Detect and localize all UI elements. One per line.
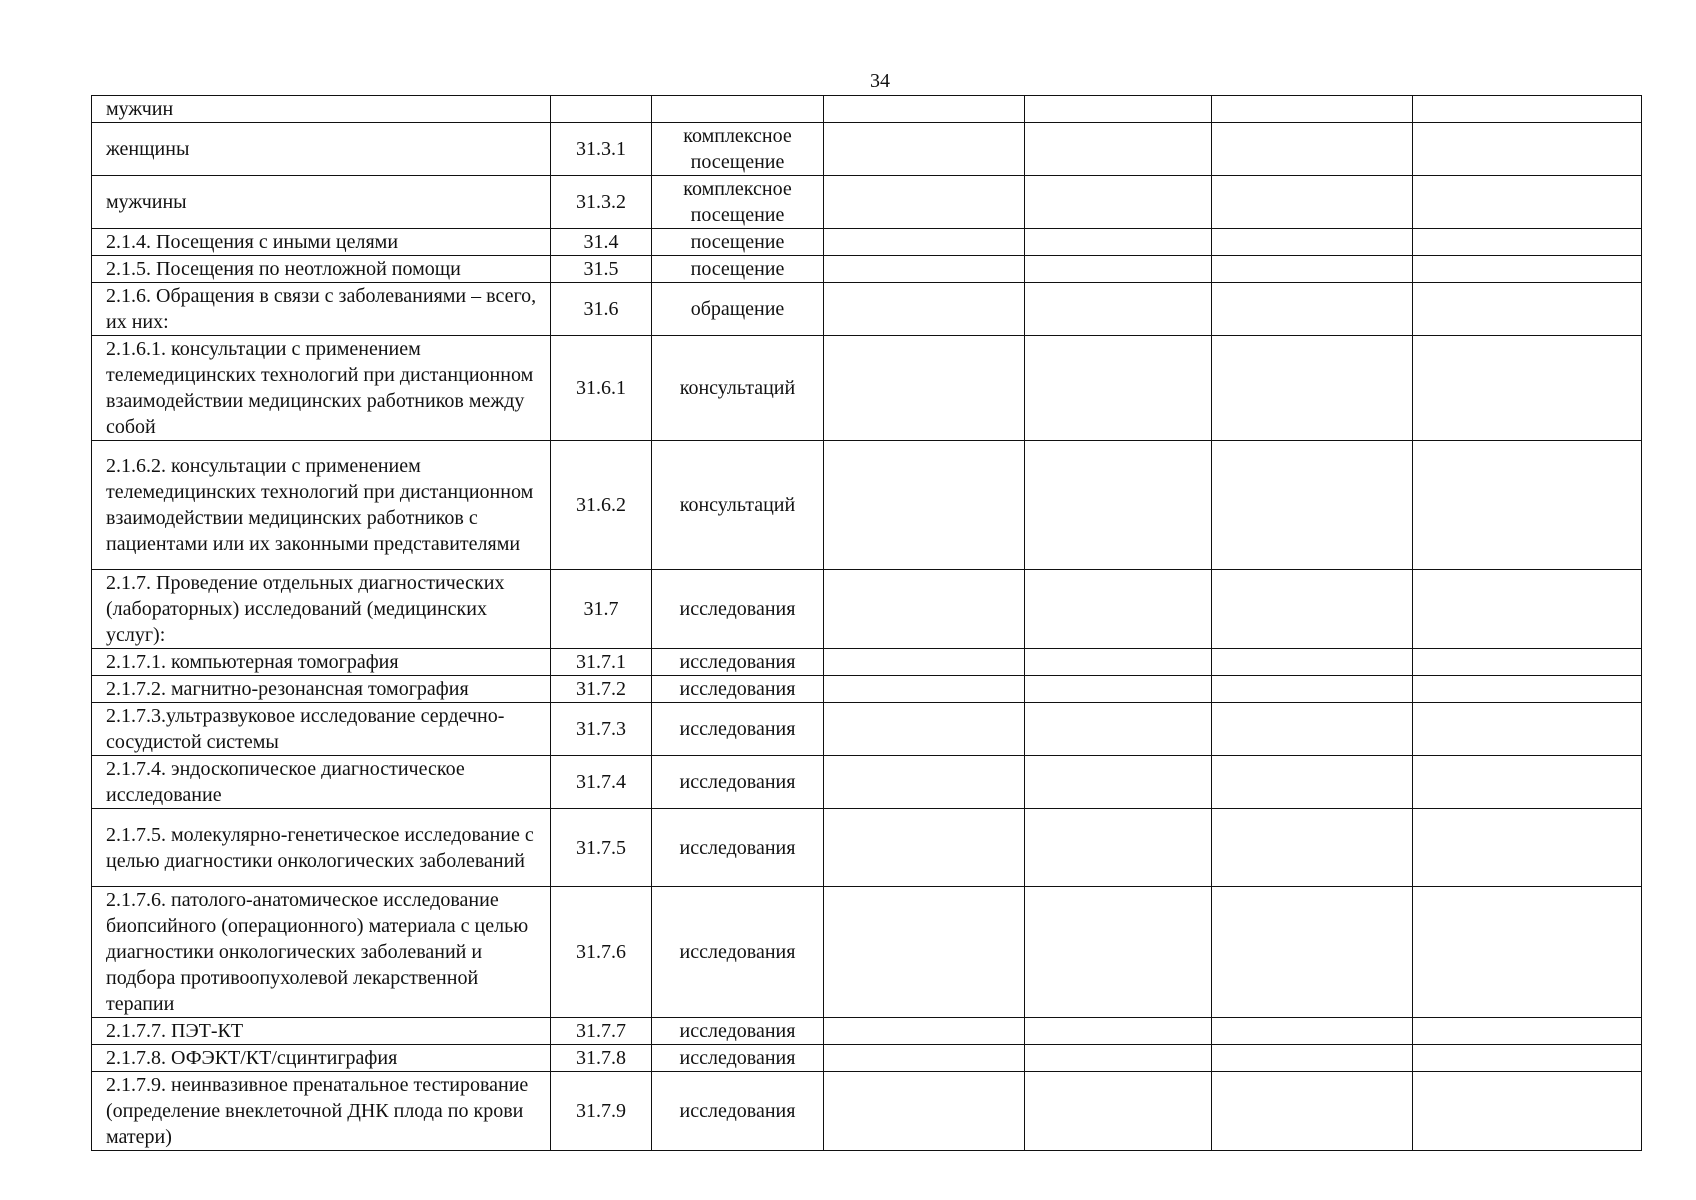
table-row bbox=[92, 1018, 1642, 1045]
row-code-cell: 31.7.3 bbox=[551, 703, 652, 756]
value-cell-2 bbox=[1025, 809, 1212, 887]
value-cell-4 bbox=[1413, 1018, 1642, 1045]
row-code-cell: 31.7.2 bbox=[551, 676, 652, 703]
value-cell-3 bbox=[1212, 1045, 1413, 1072]
value-cell-2 bbox=[1025, 649, 1212, 676]
value-cell-4 bbox=[1413, 1045, 1642, 1072]
value-cell-3 bbox=[1212, 1072, 1413, 1151]
value-cell-1 bbox=[824, 229, 1025, 256]
unit-cell: исследования bbox=[652, 756, 824, 809]
value-cell-1 bbox=[824, 887, 1025, 1018]
value-cell-4 bbox=[1413, 256, 1642, 283]
row-code-cell: 31.7.9 bbox=[551, 1072, 652, 1151]
value-cell-2 bbox=[1025, 283, 1212, 336]
table-row bbox=[92, 283, 1642, 336]
table-row bbox=[92, 256, 1642, 283]
value-cell-4 bbox=[1413, 676, 1642, 703]
row-code-cell: 31.6.2 bbox=[551, 441, 652, 570]
value-cell-1 bbox=[824, 123, 1025, 176]
value-cell-2 bbox=[1025, 756, 1212, 809]
value-cell-3 bbox=[1212, 676, 1413, 703]
value-cell-1 bbox=[824, 1018, 1025, 1045]
indicator-name-cell: 2.1.6. Обращения в связи с заболеваниями – всего, их них: bbox=[92, 283, 551, 336]
indicator-name-cell: 2.1.7.8. ОФЭКТ/КТ/сцинтиграфия bbox=[92, 1045, 551, 1072]
indicator-name-cell: 2.1.5. Посещения по неотложной помощи bbox=[92, 256, 551, 283]
value-cell-1 bbox=[824, 283, 1025, 336]
value-cell-2 bbox=[1025, 570, 1212, 649]
indicator-name-cell: мужчины bbox=[92, 176, 551, 229]
value-cell-1 bbox=[824, 1045, 1025, 1072]
value-cell-4 bbox=[1413, 756, 1642, 809]
unit-cell: консультаций bbox=[652, 441, 824, 570]
indicators-table bbox=[91, 95, 1642, 1151]
unit-cell: комплексное посещение bbox=[652, 176, 824, 229]
indicator-name-cell: 2.1.6.1. консультации с применением телемедицинских технологий при дистанционном взаимодействии медицинских работников между собой bbox=[92, 336, 551, 441]
value-cell-1 bbox=[824, 809, 1025, 887]
value-cell-4 bbox=[1413, 703, 1642, 756]
value-cell-1 bbox=[824, 256, 1025, 283]
row-code-cell: 31.4 bbox=[551, 229, 652, 256]
indicator-name-cell: 2.1.7.5. молекулярно-генетическое исследование с целью диагностики онкологических заболеваний bbox=[92, 809, 551, 887]
unit-cell: обращение bbox=[652, 283, 824, 336]
row-code-cell bbox=[551, 96, 652, 123]
indicator-name-cell: 2.1.7.6. патолого-анатомическое исследование биопсийного (операционного) материала с целью диагностики онкологических заболеваний и подбора противоопухолевой лекарственной терапии bbox=[92, 887, 551, 1018]
value-cell-1 bbox=[824, 441, 1025, 570]
row-code-cell: 31.7.1 bbox=[551, 649, 652, 676]
table-row bbox=[92, 809, 1642, 887]
value-cell-4 bbox=[1413, 887, 1642, 1018]
unit-cell: исследования bbox=[652, 809, 824, 887]
indicator-name-cell: 2.1.7.7. ПЭТ-КТ bbox=[92, 1018, 551, 1045]
indicator-name-cell: 2.1.7.4. эндоскопическое диагностическое исследование bbox=[92, 756, 551, 809]
value-cell-2 bbox=[1025, 123, 1212, 176]
unit-cell: консультаций bbox=[652, 336, 824, 441]
value-cell-2 bbox=[1025, 441, 1212, 570]
value-cell-4 bbox=[1413, 176, 1642, 229]
value-cell-3 bbox=[1212, 96, 1413, 123]
value-cell-4 bbox=[1413, 649, 1642, 676]
row-code-cell: 31.3.2 bbox=[551, 176, 652, 229]
row-code-cell: 31.6.1 bbox=[551, 336, 652, 441]
value-cell-1 bbox=[824, 570, 1025, 649]
value-cell-3 bbox=[1212, 336, 1413, 441]
value-cell-3 bbox=[1212, 887, 1413, 1018]
value-cell-1 bbox=[824, 176, 1025, 229]
value-cell-4 bbox=[1413, 1072, 1642, 1151]
indicator-name-cell: мужчин bbox=[92, 96, 551, 123]
table-row bbox=[92, 570, 1642, 649]
unit-cell: исследования bbox=[652, 1072, 824, 1151]
value-cell-3 bbox=[1212, 283, 1413, 336]
value-cell-2 bbox=[1025, 176, 1212, 229]
table-row bbox=[92, 887, 1642, 1018]
value-cell-1 bbox=[824, 1072, 1025, 1151]
value-cell-3 bbox=[1212, 570, 1413, 649]
table-row bbox=[92, 676, 1642, 703]
indicator-name-cell: женщины bbox=[92, 123, 551, 176]
value-cell-2 bbox=[1025, 256, 1212, 283]
value-cell-2 bbox=[1025, 229, 1212, 256]
row-code-cell: 31.3.1 bbox=[551, 123, 652, 176]
unit-cell: посещение bbox=[652, 229, 824, 256]
table-row bbox=[92, 229, 1642, 256]
unit-cell: исследования bbox=[652, 676, 824, 703]
value-cell-2 bbox=[1025, 1045, 1212, 1072]
value-cell-1 bbox=[824, 649, 1025, 676]
value-cell-3 bbox=[1212, 756, 1413, 809]
row-code-cell: 31.7 bbox=[551, 570, 652, 649]
table-row bbox=[92, 1045, 1642, 1072]
value-cell-4 bbox=[1413, 229, 1642, 256]
value-cell-4 bbox=[1413, 570, 1642, 649]
indicator-name-cell: 2.1.7.2. магнитно-резонансная томография bbox=[92, 676, 551, 703]
table-row bbox=[92, 756, 1642, 809]
row-code-cell: 31.6 bbox=[551, 283, 652, 336]
unit-cell: исследования bbox=[652, 1045, 824, 1072]
value-cell-4 bbox=[1413, 441, 1642, 570]
value-cell-4 bbox=[1413, 96, 1642, 123]
value-cell-3 bbox=[1212, 229, 1413, 256]
row-code-cell: 31.7.6 bbox=[551, 887, 652, 1018]
page-number: 34 bbox=[870, 70, 890, 92]
indicator-name-cell: 2.1.7.9. неинвазивное пренатальное тестирование (определение внеклеточной ДНК плода по крови матери) bbox=[92, 1072, 551, 1151]
table-row bbox=[92, 441, 1642, 570]
value-cell-3 bbox=[1212, 176, 1413, 229]
unit-cell: посещение bbox=[652, 256, 824, 283]
value-cell-1 bbox=[824, 96, 1025, 123]
table-row bbox=[92, 176, 1642, 229]
table-row bbox=[92, 703, 1642, 756]
value-cell-3 bbox=[1212, 703, 1413, 756]
row-code-cell: 31.7.7 bbox=[551, 1018, 652, 1045]
indicator-name-cell: 2.1.7.1. компьютерная томография bbox=[92, 649, 551, 676]
value-cell-3 bbox=[1212, 809, 1413, 887]
table-row bbox=[92, 649, 1642, 676]
value-cell-3 bbox=[1212, 1018, 1413, 1045]
value-cell-2 bbox=[1025, 336, 1212, 441]
value-cell-2 bbox=[1025, 1072, 1212, 1151]
value-cell-4 bbox=[1413, 123, 1642, 176]
value-cell-2 bbox=[1025, 703, 1212, 756]
indicator-name-cell: 2.1.6.2. консультации с применением телемедицинских технологий при дистанционном взаимодействии медицинских работников с пациентами или их законными представителями bbox=[92, 441, 551, 570]
unit-cell: исследования bbox=[652, 570, 824, 649]
unit-cell: исследования bbox=[652, 887, 824, 1018]
value-cell-1 bbox=[824, 703, 1025, 756]
indicator-name-cell: 2.1.7. Проведение отдельных диагностических (лабораторных) исследований (медицинских услуг): bbox=[92, 570, 551, 649]
value-cell-1 bbox=[824, 676, 1025, 703]
value-cell-2 bbox=[1025, 676, 1212, 703]
unit-cell: исследования bbox=[652, 649, 824, 676]
table-row bbox=[92, 123, 1642, 176]
value-cell-3 bbox=[1212, 441, 1413, 570]
unit-cell: исследования bbox=[652, 1018, 824, 1045]
indicator-name-cell: 2.1.4. Посещения с иными целями bbox=[92, 229, 551, 256]
row-code-cell: 31.5 bbox=[551, 256, 652, 283]
table-row bbox=[92, 1072, 1642, 1151]
value-cell-2 bbox=[1025, 1018, 1212, 1045]
value-cell-4 bbox=[1413, 283, 1642, 336]
value-cell-1 bbox=[824, 336, 1025, 441]
unit-cell: исследования bbox=[652, 703, 824, 756]
row-code-cell: 31.7.8 bbox=[551, 1045, 652, 1072]
value-cell-2 bbox=[1025, 96, 1212, 123]
value-cell-3 bbox=[1212, 649, 1413, 676]
value-cell-1 bbox=[824, 756, 1025, 809]
unit-cell: комплексное посещение bbox=[652, 123, 824, 176]
value-cell-4 bbox=[1413, 809, 1642, 887]
value-cell-2 bbox=[1025, 887, 1212, 1018]
value-cell-3 bbox=[1212, 123, 1413, 176]
value-cell-3 bbox=[1212, 256, 1413, 283]
row-code-cell: 31.7.4 bbox=[551, 756, 652, 809]
indicator-name-cell: 2.1.7.3.ультразвуковое исследование сердечно-сосудистой системы bbox=[92, 703, 551, 756]
unit-cell bbox=[652, 96, 824, 123]
row-code-cell: 31.7.5 bbox=[551, 809, 652, 887]
table-row bbox=[92, 336, 1642, 441]
table-row bbox=[92, 96, 1642, 123]
value-cell-4 bbox=[1413, 336, 1642, 441]
